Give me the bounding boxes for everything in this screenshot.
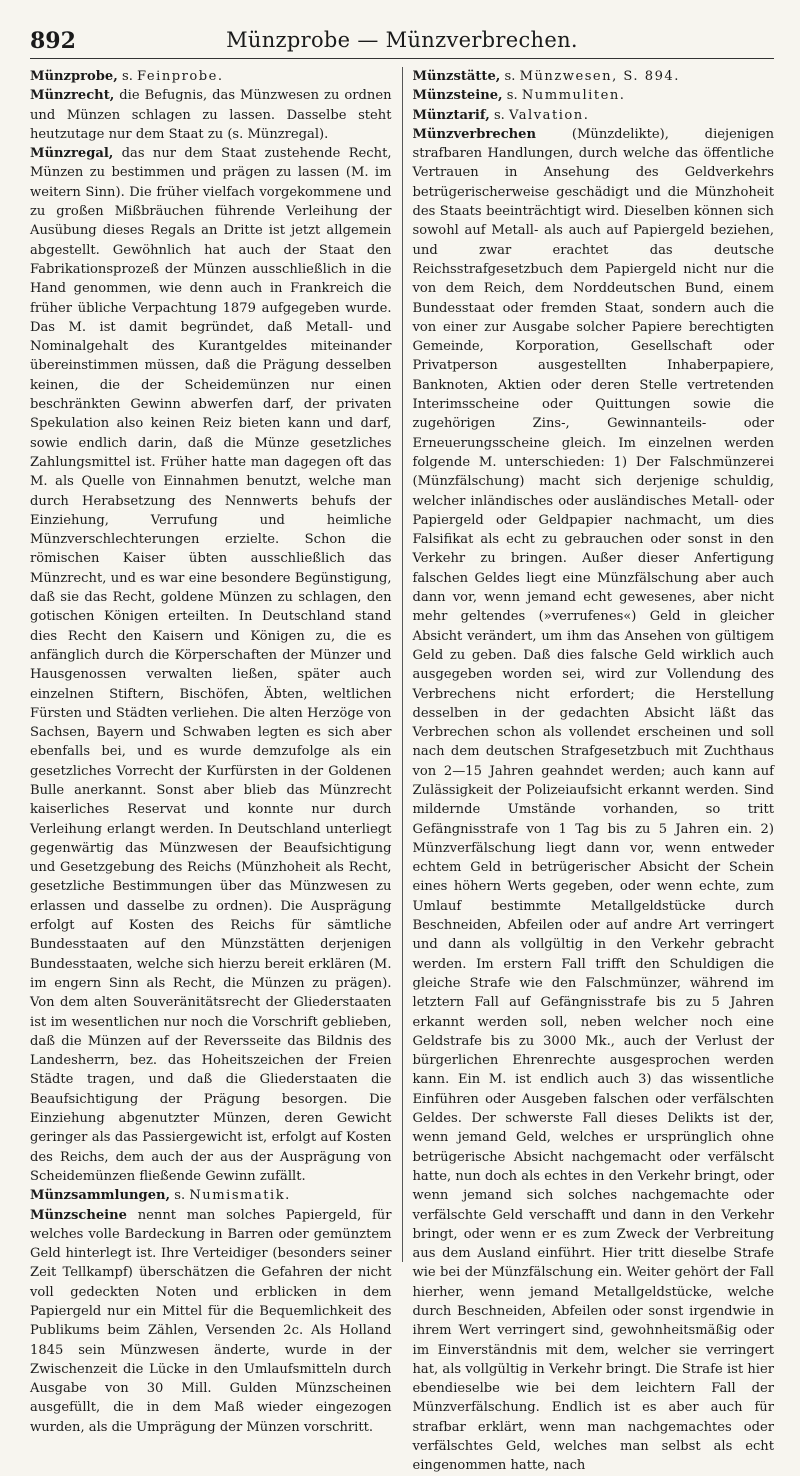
entry-text: nennt man solches Papiergeld, für welches volle Bardeckung in Barren oder gemünztem Geld hinterlegt ist. Ihre Verteidiger (besonders seiner Zeit Tellkampf) überschätzen die Gefahren der nicht voll gedeckten Noten und erblicken in dem Papiergeld nur ein Mittel für die Bequemlichkeit des Publikums beim Zählen, Versenden 2c. Als Holland 1845 sein Münzwesen änderte, wurde in der Zwischenzeit die Lücke in den Umlaufsmitteln durch Ausgabe von 30 Mill. Gulden Münzscheinen ausgefüllt, die in dem Maß wieder eingezogen wurden, als die Umprägung der Münzen vorschritt. xyxy=(30,1207,392,1435)
cross-reference: Nummuliten. xyxy=(521,88,626,104)
entry-muenzscheine xyxy=(30,1206,392,1438)
entry-muenzprobe xyxy=(30,67,392,86)
headword: Münzsammlungen, xyxy=(30,1188,171,1204)
entry-muenzregal xyxy=(30,144,392,1186)
entry-text: s. xyxy=(170,1188,190,1204)
cross-reference: Feinprobe. xyxy=(137,69,224,84)
headword: Münzverbrechen xyxy=(412,126,537,142)
entry-muenzrecht xyxy=(30,86,392,144)
headword: Münzprobe, xyxy=(30,69,118,84)
cross-reference: Numismatik. xyxy=(189,1188,291,1204)
cross-reference: Valvation. xyxy=(509,107,590,123)
page-header xyxy=(30,28,774,59)
entry-text: s. xyxy=(117,69,138,84)
headword: Münzstätte, xyxy=(412,69,501,84)
entry-muenzstaette xyxy=(413,67,775,86)
running-title: Münzprobe — Münzverbrechen. xyxy=(226,28,578,52)
page-number: 892 xyxy=(30,28,76,54)
entry-muenzsteine xyxy=(413,86,775,105)
right-column xyxy=(402,67,775,1474)
entry-text: die Befugnis, das Münzwesen zu ordnen und Münzen schlagen zu lassen. Dasselbe steht heutzutage nur dem Staat zu (s. Münzregal). xyxy=(30,88,392,142)
entry-text: das nur dem Staat zustehende Recht, Münzen zu bestimmen und prägen zu lassen (M. im weitern Sinn). Die früher vielfach vorgekommene und zu großen Mißbräuchen führende Verleihung der Ausübung dieses Regals an Dritte ist jetzt allgemein abgestellt. Gewöhnlich hat auch der Staat den Fabrikationsprozeß der Münzen ausschließlich in die Hand genommen, wie denn auch in Frankreich die früher übliche Verpachtung 1879 aufgegeben wurde. Das M. ist damit begründet, daß Metall- und Nominalgehalt des Kurantgeldes miteinander übereinstimmen müssen, daß die Prägung desselben keinen, die der Scheidemünzen nur einen beschränkten Gewinn abwerfen darf, der privaten Spekulation also keinen Reiz bieten kann und darf, sowie endlich darin, daß die Münze gesetzliches Zahlungsmittel ist. Früher hatte man dagegen oft das M. als Quelle von Einnahmen benutzt, welche man durch Herabsetzung des Nennwerts behufs der Einziehung, Verrufung und heimliche Münzverschlechterungen erzielte. Schon die römischen Kaiser übten ausschließlich das Münzrecht, und es war eine besondere Begünstigung, daß sie das Recht, goldene Münzen zu schlagen, den gotischen Königen erteilten. In Deutschland stand dies Recht den Kaisern und Königen zu, die es anfänglich durch die Körperschaften der Münzer und Hausgenossen verwalten ließen, später auch einzelnen Stiftern, Bischöfen, Äbten, weltlichen Fürsten und Städten verliehen. Die alten Herzöge von Sachsen, Bayern und Schwaben legten es sich aber ebenfalls bei, und es wurde demzufolge als ein gesetzliches Vorrecht der Kurfürsten in der Goldenen Bulle anerkannt. Sonst aber blieb das Münzrecht kaiserliches Reservat und konnte nur durch Verleihung erlangt werden. In Deutschland unterliegt gegenwärtig das Münzwesen der Beaufsichtigung und Gesetzgebung des Reichs (Münzhoheit als Recht, gesetzliche Bestimmungen über das Münzwesen zu erlassen und dasselbe zu ordnen). Die Ausprägung erfolgt auf Kosten des Reichs für sämtliche Bundesstaaten auf den Münzstätten derjenigen Bundesstaaten, welche sich hierzu bereit erklären (M. im engern Sinn als Recht, die Münzen zu prägen). Von dem alten Souveränitätsrecht der Gliederstaaten ist im wesentlichen nur noch die Vorschrift geblieben, daß die Münzen auf der Reversseite das Bildnis des Landesherrn, bez. das Hoheitszeichen der Freien Städte tragen, und daß die Gliederstaaten die Beaufsichtigung der Prägung besorgen. Die Einziehung abgenutzter Münzen, deren Gewicht geringer als das Passiergewicht ist, erfolgt auf Kosten des Reichs, dem auch der aus der Ausprägung von Scheidemünzen fließende Gewinn zufällt. xyxy=(30,146,392,1184)
headword: Münztarif, xyxy=(412,107,490,123)
entry-muenztarif xyxy=(413,106,775,125)
left-column xyxy=(30,67,402,1435)
entry-text: s. xyxy=(489,107,509,123)
headword: Münzrecht, xyxy=(30,88,115,104)
headword: Münzregal, xyxy=(30,146,114,162)
headword: Münzsteine, xyxy=(412,88,503,104)
cross-reference: Münzwesen, S. 894. xyxy=(519,69,680,84)
entry-text: s. xyxy=(502,88,522,104)
entry-muenzsammlungen xyxy=(30,1186,392,1205)
headword: Münzscheine xyxy=(30,1207,127,1223)
entry-text: s. xyxy=(500,69,520,84)
entry-text: (Münzdelikte), diejenigen strafbaren Handlungen, durch welche das öffentliche Vertrauen in Ansehung des Geldverkehrs betrügerischerweise geschädigt und die Münzhoheit des Staats beeinträchtigt wird. Dieselben können sich sowohl auf Metall- als auch auf Papiergeld beziehen, und zwar erachtet das deutsche Reichsstrafgesetzbuch dem Papiergeld nicht nur die von dem Reich, dem Norddeutschen Bund, einem Bundesstaat oder fremden Staat, sondern auch die von einer zur Ausgabe solcher Papiere berechtigten Gemeinde, Korporation, Gesellschaft oder Privatperson ausgestellten Inhaberpapiere, Banknoten, Aktien oder deren Stelle vertretenden Interimsscheine oder Quittungen sowie die zugehörigen Zins-, Gewinnanteils- oder Erneuerungsscheine gleich. Im einzelnen werden folgende M. unterschieden: 1) Der Falschmünzerei (Münzfälschung) macht sich derjenige schuldig, welcher inländisches oder ausländisches Metall- oder Papiergeld oder Geldpapier nachmacht, um dies Falsifikat als echt zu gebrauchen oder sonst in den Verkehr zu bringen. Außer dieser Anfertigung falschen Geldes liegt eine Münzfälschung aber auch dann vor, wenn jemand echt gewesenes, aber nicht mehr geltendes (»verrufenes«) Geld in gleicher Absicht verändert, um ihm das Ansehen von gültigem Geld zu geben. Daß dies falsche Geld wirklich auch ausgegeben worden sei, wird zur Vollendung des Verbrechens nicht erfordert; die Herstellung desselben in der gedachten Absicht läßt das Verbrechen schon als vollendet erscheinen und soll nach dem deutschen Strafgesetzbuch mit Zuchthaus von 2—15 Jahren geahndet werden; auch kann auf Zulässigkeit der Polizeiaufsicht erkannt werden. Sind mildernde Umstände vorhanden, so tritt Gefängnisstrafe von 1 Tag bis zu 5 Jahren ein. 2) Münzverfälschung liegt dann vor, wenn entweder echtem Geld in betrügerischer Absicht der Schein eines höhern Werts gegeben, oder wenn echte, zum Umlauf bestimmte Metallgeldstücke durch Beschneiden, Abfeilen oder auf andre Art verringert und dann als vollgültig in den Verkehr gebracht werden. Im erstern Fall trifft den Schuldigen die gleiche Strafe wie den Falschmünzer, während im letztern Fall auf Gefängnisstrafe bis zu 5 Jahren erkannt werden soll, neben welcher noch eine Geldstrafe bis zu 3000 Mk., auch der Verlust der bürgerlichen Ehrenrechte ausgesprochen werden kann. Ein M. ist endlich auch 3) das wissentliche Einführen oder Ausgeben falschen oder verfälschten Geldes. Der schwerste Fall dieses Delikts ist der, wenn jemand Geld, welches er ursprünglich ohne betrügerische Absicht nachgemacht oder verfälscht hatte, nun doch als echtes in den Verkehr bringt, oder wenn jemand sich solches nachgemachte oder verfälschte Geld verschafft und dann in den Verkehr bringt, oder wenn er es zum Zweck der Verbreitung aus dem Ausland einführt. Hier tritt dieselbe Strafe wie bei der Münzfälschung ein. Weiter gehört der Fall hierher, wenn jemand Metallgeldstücke, welche durch Beschneiden, Abfeilen oder sonst irgendwie in ihrem Wert verringert sind, gewohnheitsmäßig oder im Einverständnis mit dem, welcher sie verringert hat, als vollgültig in Verkehr bringt. Die Strafe ist hier ebendieselbe wie bei dem leichtern Fall der Münzverfälschung. Endlich ist es aber auch für strafbar erklärt, wenn man nachgemachtes oder verfälschtes Geld, welches man selbst als echt eingenommen hatte, nach xyxy=(412,126,774,1474)
text-columns xyxy=(30,67,774,1474)
entry-muenzverbrechen xyxy=(413,125,775,1476)
